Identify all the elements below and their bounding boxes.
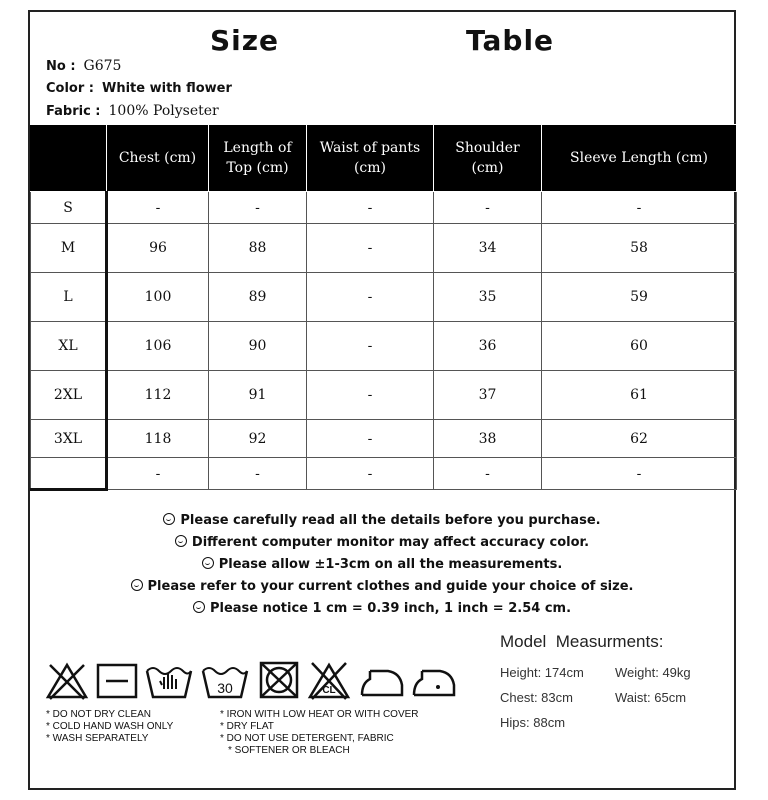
item-number-value: G675 bbox=[83, 58, 122, 74]
no-dry-clean-icon bbox=[44, 657, 90, 703]
cell-shoulder: - bbox=[434, 192, 542, 224]
cell-length: 92 bbox=[209, 420, 307, 458]
smiley-icon bbox=[202, 557, 214, 569]
cell-length: 90 bbox=[209, 322, 307, 371]
purchase-notes bbox=[30, 510, 734, 620]
table-row bbox=[31, 322, 737, 371]
no-bleach-icon bbox=[306, 657, 352, 703]
care-item: * DRY FLAT bbox=[220, 721, 419, 733]
bleach-label: CL bbox=[322, 685, 336, 696]
header-length: Length of Top (cm) bbox=[209, 125, 307, 192]
table-row bbox=[31, 458, 737, 490]
item-fabric-label: Fabric : bbox=[46, 104, 101, 119]
model-weight: Weight: 49kg bbox=[615, 665, 691, 680]
cell-sleeve: 62 bbox=[542, 420, 737, 458]
cell-length: 91 bbox=[209, 371, 307, 420]
table-row bbox=[31, 192, 737, 224]
wash-temp-label: 30 bbox=[217, 680, 233, 696]
note-text: Please refer to your current clothes and guide your choice of size. bbox=[147, 579, 634, 594]
cell-sleeve: 58 bbox=[542, 224, 737, 273]
care-instructions-right bbox=[220, 709, 419, 757]
note-text: Please allow ±1-3cm on all the measurements. bbox=[218, 557, 563, 572]
cell-size: 3XL bbox=[31, 420, 107, 458]
cell-waist: - bbox=[307, 420, 434, 458]
cell-shoulder: 34 bbox=[434, 224, 542, 273]
header-sleeve: Sleeve Length (cm) bbox=[542, 125, 737, 192]
model-hips: Hips: 88cm bbox=[500, 715, 566, 730]
cell-length: 88 bbox=[209, 224, 307, 273]
care-instructions-left bbox=[46, 709, 173, 745]
cell-size: M bbox=[31, 224, 107, 273]
dry-flat-icon bbox=[94, 657, 140, 703]
cell-sleeve: 61 bbox=[542, 371, 737, 420]
model-waist: Waist: 65cm bbox=[615, 690, 687, 705]
header-size bbox=[31, 125, 107, 192]
header-shoulder: Shoulder (cm) bbox=[434, 125, 542, 192]
cell-chest: 106 bbox=[107, 322, 209, 371]
table-row bbox=[31, 224, 737, 273]
header-chest: Chest (cm) bbox=[107, 125, 209, 192]
item-color-label: Color : bbox=[46, 81, 94, 96]
cell-shoulder: 36 bbox=[434, 322, 542, 371]
size-chart-frame bbox=[28, 10, 736, 790]
care-item: * COLD HAND WASH ONLY bbox=[46, 721, 173, 733]
table-header-row bbox=[31, 125, 737, 192]
item-number-label: No : bbox=[46, 59, 76, 74]
smiley-icon bbox=[193, 601, 205, 613]
cell-chest: 118 bbox=[107, 420, 209, 458]
table-row bbox=[31, 420, 737, 458]
cell-waist: - bbox=[307, 371, 434, 420]
wash-30-icon bbox=[200, 657, 250, 703]
note-line bbox=[30, 576, 734, 598]
smiley-icon bbox=[175, 535, 187, 547]
cell-size: L bbox=[31, 273, 107, 322]
cell-waist: - bbox=[307, 322, 434, 371]
cell-length: - bbox=[209, 192, 307, 224]
cell-shoulder: 37 bbox=[434, 371, 542, 420]
model-chest: Chest: 83cm bbox=[500, 690, 573, 705]
header-waist: Waist of pants (cm) bbox=[307, 125, 434, 192]
cell-chest: 96 bbox=[107, 224, 209, 273]
note-text: Different computer monitor may affect accuracy color. bbox=[191, 535, 590, 550]
cell-sleeve: - bbox=[542, 458, 737, 490]
note-text: Please carefully read all the details before you purchase. bbox=[180, 513, 601, 528]
cell-waist: - bbox=[307, 192, 434, 224]
item-fabric-value: 100% Polyseter bbox=[108, 103, 219, 119]
cell-waist: - bbox=[307, 458, 434, 490]
model-title: Model Measurments: bbox=[500, 632, 664, 651]
cell-size: XL bbox=[31, 322, 107, 371]
cell-size: S bbox=[31, 192, 107, 224]
cell-waist: - bbox=[307, 224, 434, 273]
care-item: * WASH SEPARATELY bbox=[46, 733, 173, 745]
note-line bbox=[30, 510, 734, 532]
note-line bbox=[30, 532, 734, 554]
table-row bbox=[31, 273, 737, 322]
cell-sleeve: - bbox=[542, 192, 737, 224]
model-measurements bbox=[500, 632, 730, 735]
model-height: Height: 174cm bbox=[500, 665, 584, 680]
smiley-icon bbox=[131, 579, 143, 591]
item-fabric bbox=[46, 103, 219, 119]
table-row bbox=[31, 371, 737, 420]
smiley-icon bbox=[163, 513, 175, 525]
cell-sleeve: 59 bbox=[542, 273, 737, 322]
cell-shoulder: - bbox=[434, 458, 542, 490]
iron-low-icon bbox=[358, 657, 406, 703]
item-number bbox=[46, 58, 121, 74]
cell-chest: - bbox=[107, 458, 209, 490]
note-line bbox=[30, 598, 734, 620]
no-tumble-dry-icon bbox=[256, 657, 302, 703]
page-title: Size Table bbox=[209, 24, 555, 57]
cell-length: - bbox=[209, 458, 307, 490]
care-item: * DO NOT DRY CLEAN bbox=[46, 709, 173, 721]
item-color bbox=[46, 80, 232, 96]
cell-size: 2XL bbox=[31, 371, 107, 420]
cell-length: 89 bbox=[209, 273, 307, 322]
cell-shoulder: 38 bbox=[434, 420, 542, 458]
iron-medium-icon bbox=[410, 657, 458, 703]
cell-waist: - bbox=[307, 273, 434, 322]
care-item: * SOFTENER OR BLEACH bbox=[220, 745, 419, 757]
note-line bbox=[30, 554, 734, 576]
cell-shoulder: 35 bbox=[434, 273, 542, 322]
cell-size bbox=[31, 458, 107, 490]
item-color-value: White with flower bbox=[102, 81, 232, 96]
cell-chest: - bbox=[107, 192, 209, 224]
care-item: * DO NOT USE DETERGENT, FABRIC bbox=[220, 733, 419, 745]
cell-chest: 100 bbox=[107, 273, 209, 322]
hand-wash-icon bbox=[144, 657, 194, 703]
note-text: Please notice 1 cm = 0.39 inch, 1 inch = 2.54 cm. bbox=[209, 601, 572, 616]
cell-chest: 112 bbox=[107, 371, 209, 420]
size-table bbox=[30, 124, 737, 491]
care-item: * IRON WITH LOW HEAT OR WITH COVER bbox=[220, 709, 419, 721]
cell-sleeve: 60 bbox=[542, 322, 737, 371]
